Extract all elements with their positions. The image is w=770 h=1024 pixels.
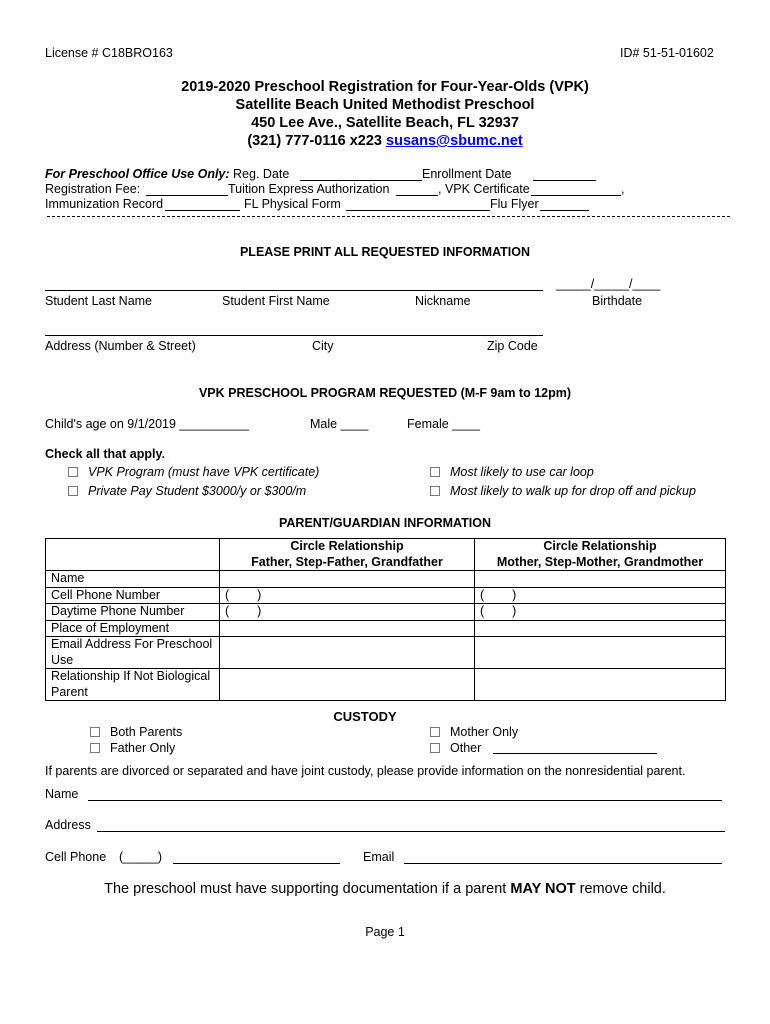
form-id: ID# 51-51-01602 [620,46,714,60]
mother-col-line2: Mother, Step-Mother, Grandmother [496,554,704,569]
tuition-express-label: Tuition Express Authorization [228,182,390,196]
table-row [46,637,726,669]
paren-open: ( [225,604,230,618]
father-name-cell[interactable] [220,571,475,588]
father-column-header [220,539,475,571]
program-heading: VPK PRESCHOOL PROGRAM REQUESTED (M-F 9am to 12pm) [198,386,572,400]
row-label: Place of Employment [46,620,220,637]
immunization-field[interactable] [165,210,240,211]
custody-option-label: Mother Only [450,725,519,739]
registration-fee-label: Registration Fee: [45,182,141,196]
checkbox-icon[interactable] [430,727,440,737]
nickname-label: Nickname [415,294,471,308]
option-label: Private Pay Student $3000/y or $300/m [88,484,307,498]
student-last-name-label: Student Last Name [45,294,153,308]
mother-col-line1: Circle Relationship [543,539,657,553]
fl-physical-label: FL Physical Form [244,197,341,211]
row-label: Email Address For Preschool Use [46,637,220,669]
checkbox-icon[interactable] [90,727,100,737]
nonres-address-label: Address [45,818,91,832]
paren-open: ( [480,587,485,602]
table-row [46,604,726,621]
paren-close: ) [257,604,262,618]
birthdate-field[interactable]: _____/_____/____ [556,277,661,291]
option-private-pay[interactable] [68,484,306,498]
option-label: Most likely to walk up for drop off and pickup [450,484,696,498]
mother-column-header [475,539,726,571]
flu-flyer-label: Flu Flyer [490,197,539,211]
check-all-text: Check all that apply [45,447,162,461]
immunization-label: Immunization Record [45,197,164,211]
comma: , [621,182,625,196]
mother-relationship-cell[interactable] [475,669,726,701]
doc-note-bold: MAY NOT [510,881,576,897]
paren-open: ( [480,604,485,618]
row-label: Relationship If Not Biological Parent [46,669,220,701]
father-daytime-phone-cell[interactable] [220,604,475,621]
office-divider [47,216,730,217]
vpk-certificate-label: , VPK Certificate [438,182,530,196]
office-use-label: For Preschool Office Use Only: [45,167,230,181]
office-use-line1 [45,167,289,181]
custody-other[interactable] [430,741,481,755]
father-employment-cell[interactable] [220,620,475,637]
paren-close: ) [512,604,517,618]
father-col-line1: Circle Relationship [290,539,404,553]
father-relationship-cell[interactable] [220,669,475,701]
mother-employment-cell[interactable] [475,620,726,637]
paren-close: ) [512,587,517,602]
form-title: 2019-2020 Preschool Registration for Four-Year-Olds (VPK) [181,79,589,95]
child-age-field[interactable]: Child's age on 9/1/2019 __________ [45,417,249,431]
address-label: Address (Number & Street) [45,339,196,353]
mother-daytime-phone-cell[interactable] [475,604,726,621]
father-col-line2: Father, Step-Father, Grandfather [251,554,443,569]
vpk-certificate-field[interactable] [531,195,621,196]
table-row [46,669,726,701]
custody-other-field[interactable] [493,753,657,754]
checkbox-icon[interactable] [68,467,78,477]
student-first-name-label: Student First Name [222,294,330,308]
school-name: Satellite Beach United Methodist Preschool [235,97,535,113]
option-walk-up[interactable] [430,484,696,498]
mother-name-cell[interactable] [475,571,726,588]
table-row [46,620,726,637]
doc-note-post: remove child. [575,881,666,897]
custody-note: If parents are divorced or separated and have joint custody, please provide information on the nonresidential parent. [45,764,686,778]
mother-email-cell[interactable] [475,637,726,669]
father-cell-phone-cell[interactable] [220,587,475,604]
paren-close: ) [257,587,262,602]
enrollment-date-field[interactable] [533,180,596,181]
birthdate-label: Birthdate [592,294,643,308]
check-all-label [45,447,165,461]
zip-label: Zip Code [487,339,538,353]
option-label: VPK Program (must have VPK certificate) [88,465,320,479]
print-heading: PLEASE PRINT ALL REQUESTED INFORMATION [239,245,531,259]
parent-table [45,538,726,701]
nonres-address-field[interactable] [97,831,725,832]
flu-flyer-field[interactable] [540,210,589,211]
row-label: Cell Phone Number [46,587,220,604]
custody-option-label: Both Parents [110,725,183,739]
city-label: City [312,339,334,353]
nonres-cell-label: Cell Phone [45,850,107,864]
fl-physical-field[interactable] [346,210,490,211]
nonres-email-field[interactable] [404,863,722,864]
custody-father-only[interactable] [90,741,175,755]
nonres-area-code-field[interactable]: (_____) [119,850,163,864]
header-blank-cell [46,539,220,571]
table-header-row [46,539,726,571]
documentation-note [0,881,770,897]
checkbox-icon[interactable] [430,486,440,496]
license-number: License # C18BRO163 [45,46,173,60]
reg-date-label: Reg. Date [233,167,290,181]
option-car-loop[interactable] [430,465,594,479]
check-all-dot: . [161,447,165,461]
parent-heading: PARENT/GUARDIAN INFORMATION [278,516,492,530]
table-row [46,571,726,588]
checkbox-icon[interactable] [90,743,100,753]
nonres-name-label: Name [45,787,79,801]
male-field[interactable]: Male ____ [310,417,369,431]
row-label: Daytime Phone Number [46,604,220,621]
checkbox-icon[interactable] [68,486,78,496]
father-email-cell[interactable] [220,637,475,669]
registration-fee-field[interactable] [146,195,228,196]
school-phone: (321) 777-0116 x223 [247,133,382,149]
custody-both-parents[interactable] [90,725,182,739]
tuition-express-field[interactable] [396,195,438,196]
address-field[interactable] [45,335,543,336]
contact-line [0,133,770,149]
page-number: Page 1 [365,925,405,939]
custody-option-label: Other [450,741,482,755]
custody-heading: CUSTODY [333,709,397,724]
enrollment-date-label: Enrollment Date [422,167,512,181]
female-field[interactable]: Female ____ [407,417,480,431]
school-email-link[interactable]: susans@sbumc.net [386,133,523,149]
row-label: Name [46,571,220,588]
custody-option-label: Father Only [110,741,176,755]
nonres-cell-field[interactable] [173,863,340,864]
nonres-name-field[interactable] [88,800,722,801]
doc-note-pre: The preschool must have supporting documentation if a parent [104,881,511,897]
school-address: 450 Lee Ave., Satellite Beach, FL 32937 [251,115,519,131]
custody-mother-only[interactable] [430,725,518,739]
table-row [46,587,726,604]
reg-date-field[interactable] [300,180,422,181]
paren-open: ( [225,587,230,602]
checkbox-icon[interactable] [430,743,440,753]
option-label: Most likely to use car loop [450,465,594,479]
option-vpk-program[interactable] [68,465,319,479]
nonres-email-label: Email [363,850,395,864]
mother-cell-phone-cell[interactable] [475,587,726,604]
student-name-field[interactable] [45,290,543,291]
checkbox-icon[interactable] [430,467,440,477]
